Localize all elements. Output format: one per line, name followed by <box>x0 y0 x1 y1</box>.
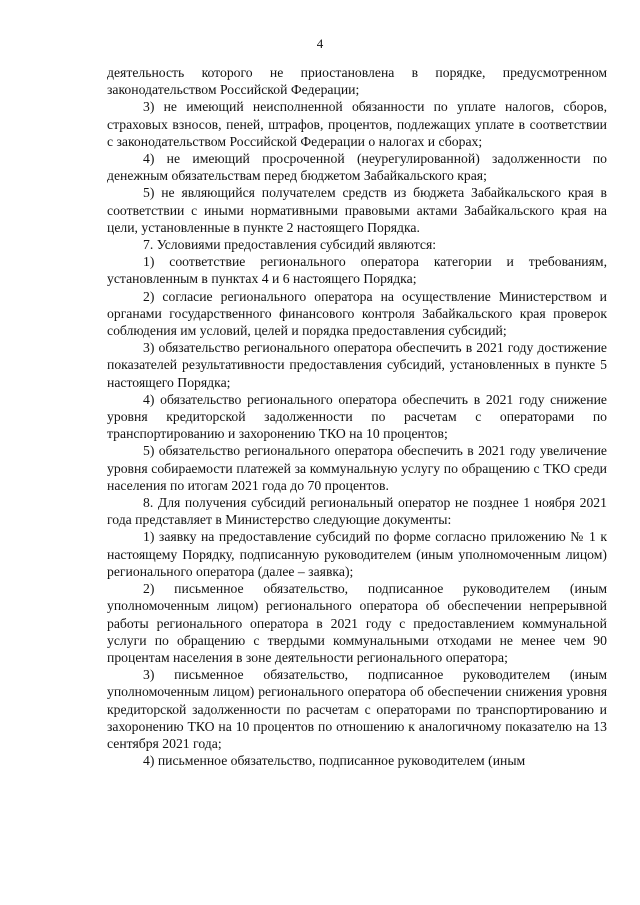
paragraph-section-7-heading: 7. Условиями предоставления субсидий являются: <box>143 237 437 253</box>
paragraph-document-2: 2) письменное обязательство, подписанное руководителем (иным уполномоченным лицом) регионального оператора об обеспечении непрерывной работы регионального оператора в 2021 году с предоставлением коммунальной услуги по обращению с твердыми коммунальными отходами не менее чем 90 процентам населения в зоне деятельности регионального оператора; <box>107 581 607 665</box>
paragraph-condition-4: 4) обязательство регионального оператора обеспечить в 2021 году снижение уровня кредиторской задолженности по расчетам с операторами по транспортированию и захоронению ТКО на 10 процентов; <box>107 391 607 442</box>
paragraph-item-3-no-tax-debt: 3) не имеющий неисполненной обязанности по уплате налогов, сборов, страховых взносов, пеней, штрафов, процентов, подлежащих уплате в соответствии с законодательством Российской Федерации о налогах и сборах; <box>107 99 607 149</box>
paragraph-document-3: 3) письменное обязательство, подписанное руководителем (иным уполномоченным лицом) регионального оператора об обеспечении снижения уровня кредиторской задолженности по расчетам с операторами по транспортированию и захоронению ТКО на 10 процентов по отношению к аналогичному показателю на 13 сентября 2021 года; <box>107 667 607 751</box>
page-number: 4 <box>316 36 324 51</box>
paragraph-section-8: 8. Для получения субсидий региональный оператор не позднее 1 ноября 2021 года представляет в Министерство следующие документы: <box>107 495 607 528</box>
paragraph-item-4-no-overdue-debt: 4) не имеющий просроченной (неурегулированной) задолженности по денежным обязательствам перед бюджетом Забайкальского края; <box>107 151 607 184</box>
document-body <box>107 64 607 769</box>
paragraph-condition-1: 1) соответствие регионального оператора категории и требованиям, установленным в пунктах 4 и 6 настоящего Порядка; <box>107 254 607 287</box>
paragraph-continuation: деятельность которого не приостановлена в порядке, предусмотренном законодательством Российской Федерации; <box>107 65 607 98</box>
paragraph-document-1: 1) заявку на предоставление субсидий по форме согласно приложению № 1 к настоящему Порядку, подписанную руководителем (иным уполномоченным лицом) регионального оператора (далее – заявка); <box>107 529 607 579</box>
paragraph-item-5-not-recipient: 5) не являющийся получателем средств из бюджета Забайкальского края в соответствии с иными нормативными правовыми актами Забайкальского края на цели, установленные в пункте 2 настоящего Порядка. <box>107 185 607 235</box>
paragraph-condition-3: 3) обязательство регионального оператора обеспечить в 2021 году достижение показателей результативности предоставления субсидий, установленных в пункте 5 настоящего Порядка; <box>107 340 607 390</box>
paragraph-document-4: 4) письменное обязательство, подписанное руководителем (иным <box>143 753 526 769</box>
paragraph-condition-5: 5) обязательство регионального оператора обеспечить в 2021 году увеличение уровня собираемости платежей за коммунальную услугу по обращению с ТКО среди населения по итогам 2021 года до 70 процентов. <box>107 443 607 493</box>
paragraph-condition-2: 2) согласие регионального оператора на осуществление Министерством и органами государственного финансового контроля Забайкальского края проверок соблюдения им условий, целей и порядка предоставления субсидий; <box>107 288 607 339</box>
